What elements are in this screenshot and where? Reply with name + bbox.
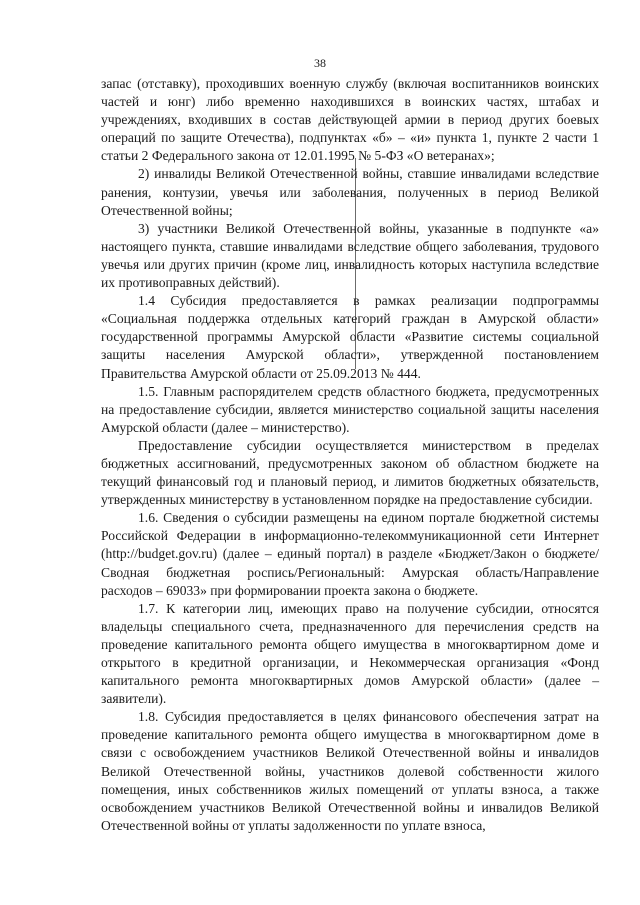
paragraph-4: 1.4 Субсидия предоставляется в рамках реализации подпрограммы «Социальная поддержка отдельных категорий граждан в Амурской области» государственной программы Амурской области «Развитие системы социальной защиты населения Амурской области», утвержденной постановлением Правительства Амурской области от 25.09.2013 № 444.	[101, 293, 599, 381]
paragraph-8: 1.7. К категории лиц, имеющих право на получение субсидии, относятся владельцы специального счета, предназначенного для перечисления средств на проведение капитального ремонта общего имущества в многоквартирном доме и открытого в кредитной организации, и Некоммерческая организация «Фонд капитального ремонта многоквартирных домов Амурской области» (далее – заявители).	[101, 600, 599, 707]
body-text	[101, 75, 599, 835]
paragraph-5: 1.5. Главным распорядителем средств областного бюджета, предусмотренных на предоставление субсидии, является министерство социальной защиты населения Амурской области (далее – министерство).	[101, 383, 599, 435]
paragraph-9: 1.8. Субсидия предоставляется в целях финансового обеспечения затрат на проведение капитального ремонта общего имущества в многоквартирном доме в связи с освобождением участников Великой Отечественной войны и инвалидов Великой Отечественной войны, участников долевой собственности жилого помещения, иных собственников жилых помещений от уплаты взноса, а также освобождением участников Великой Отечественной войны и инвалидов Великой Отечественной войны от уплаты задолженности по уплате взноса,	[101, 709, 599, 833]
paragraph-6: Предоставление субсидии осуществляется министерством в пределах бюджетных ассигнований, предусмотренных законом об областном бюджете на текущий финансовый год и плановый период, и лимитов бюджетных обязательств, утвержденных министерству в установленном порядке на предоставление субсидии.	[101, 437, 599, 508]
paragraph-7: 1.6. Сведения о субсидии размещены на едином портале бюджетной системы Российской Федерации в информационно-телекоммуникационной сети Интернет (http://budget.gov.ru) (далее – единый портал) в разделе «Бюджет/Закон о бюджете/Сводная бюджетная роспись/Региональный: Амурская область/Направление расходов – 69033» при формировании проекта закона о бюджете.	[101, 510, 599, 598]
paragraph-1: запас (отставку), проходивших военную службу (включая воспитанников воинских частей и юнг) либо временно находившихся в воинских частях, штабах и учреждениях, входивших в состав действующей армии в период других боевых операций по защите Отечества), подпунктах «б» – «и» пункта 1, пункте 2 части 1 статьи 2 Федерального закона от 12.01.1995 № 5-ФЗ «О ветеранах»;	[101, 76, 599, 164]
paragraph-2: 2) инвалиды Великой Отечественной войны, ставшие инвалидами вследствие ранения, контузии, увечья или заболевания, полученных в период Великой Отечественной войны;	[101, 166, 599, 218]
page-number: 38	[314, 56, 326, 70]
paragraph-3: 3) участники Великой Отечественной войны, указанные в подпункте «а» настоящего пункта, ставшие инвалидами вследствие общего заболевания, трудового увечья или других причин (кроме лиц, инвалидность которых наступила вследствие их противоправных действий).	[101, 220, 599, 291]
